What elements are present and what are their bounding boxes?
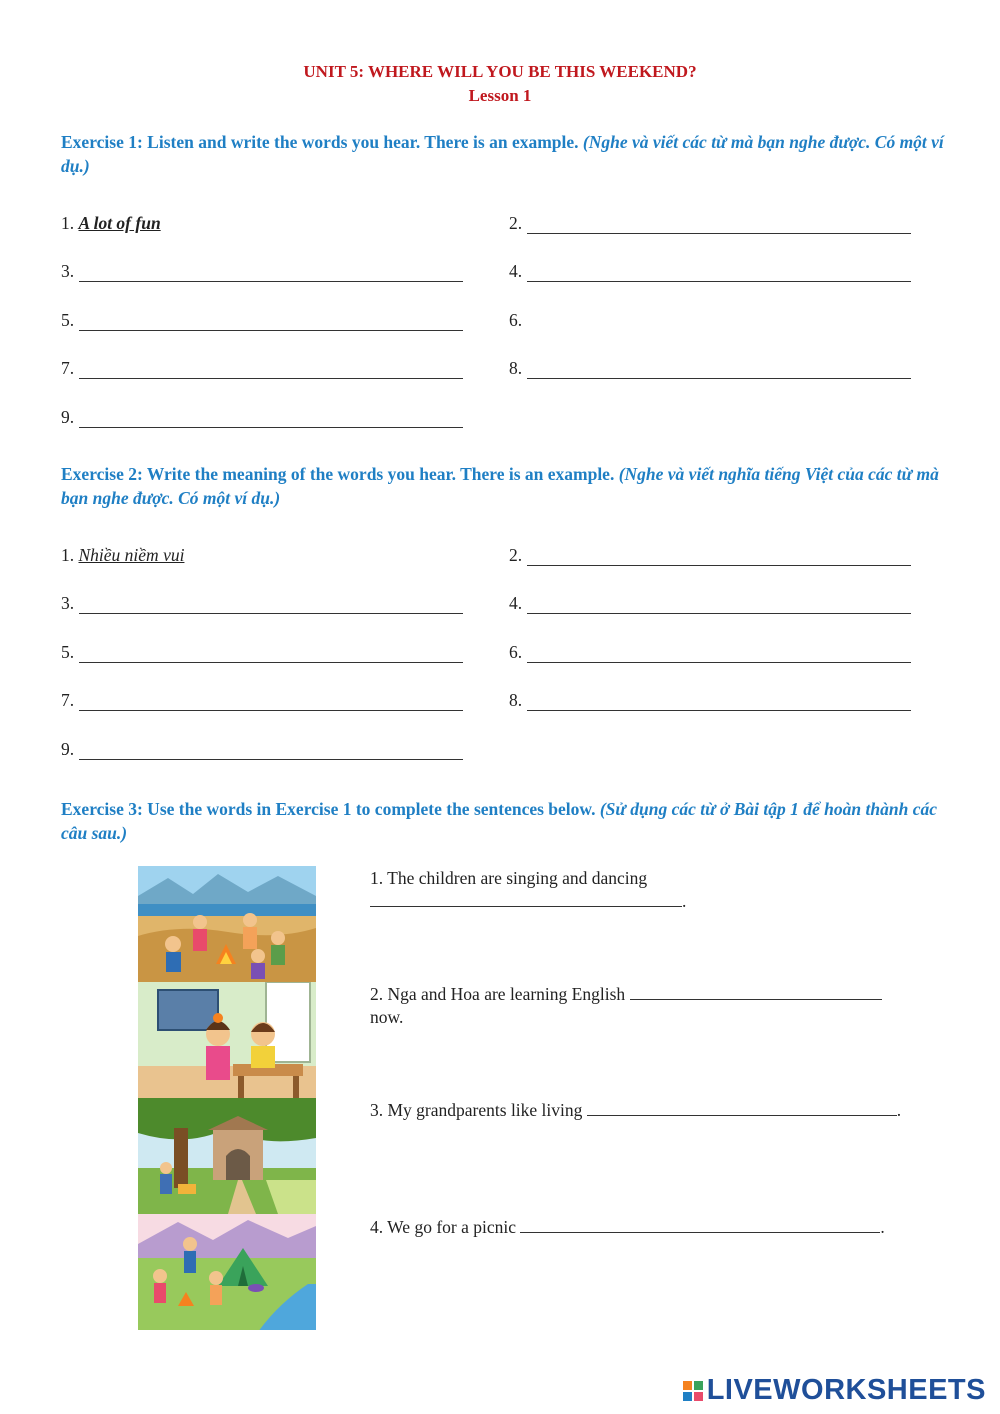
answer-blank[interactable] bbox=[527, 215, 911, 234]
classroom-study-illustration bbox=[138, 982, 316, 1098]
sentence-text: 2. Nga and Hoa are learning English bbox=[370, 984, 626, 1004]
sentence-end: . bbox=[880, 1217, 885, 1237]
ex2-item-7 bbox=[61, 689, 463, 711]
exercise3-heading bbox=[61, 797, 951, 845]
ex2-item-9 bbox=[61, 738, 463, 760]
answer-blank[interactable] bbox=[527, 547, 911, 566]
answer-blank[interactable] bbox=[527, 595, 911, 614]
ex2-item-8 bbox=[509, 689, 911, 711]
item-number: 2. bbox=[509, 213, 527, 233]
campfire-beach-illustration bbox=[138, 866, 316, 982]
ex1-item-2 bbox=[509, 212, 911, 234]
sentence-end: now. bbox=[370, 1007, 404, 1027]
answer-blank[interactable] bbox=[520, 1216, 880, 1233]
answer-blank[interactable] bbox=[79, 595, 463, 614]
ex3-sentence-2 bbox=[370, 983, 950, 1029]
ex2-item-4 bbox=[509, 592, 911, 614]
item-number: 8. bbox=[509, 690, 527, 710]
lesson-subtitle: Lesson 1 bbox=[468, 86, 532, 105]
sentence-text: 4. We go for a picnic bbox=[370, 1217, 516, 1237]
item-number: 4. bbox=[509, 261, 527, 281]
ex2-item-3 bbox=[61, 592, 463, 614]
exercise2-heading-en: Exercise 2: Write the meaning of the words you hear. There is an example. bbox=[61, 464, 615, 484]
exercise1-heading-en: Exercise 1: Listen and write the words you hear. There is an example. bbox=[61, 132, 579, 152]
answer-blank[interactable] bbox=[587, 1099, 897, 1116]
sentence-end: . bbox=[682, 891, 687, 911]
item-number: 6. bbox=[509, 310, 523, 330]
ex1-item-4 bbox=[509, 260, 911, 282]
item-number: 6. bbox=[509, 642, 527, 662]
answer-blank[interactable] bbox=[79, 409, 463, 428]
ex2-item-5 bbox=[61, 641, 463, 663]
ex1-item-7 bbox=[61, 357, 463, 379]
example-answer: A lot of fun bbox=[78, 213, 161, 233]
page-title: UNIT 5: WHERE WILL YOU BE THIS WEEKEND? bbox=[303, 62, 697, 81]
exercise1-heading bbox=[61, 130, 951, 178]
ex2-item-1 bbox=[61, 544, 184, 566]
item-number: 4. bbox=[509, 593, 527, 613]
exercise1-heading-vi: (Nghe và viết các từ mà bạn nghe được. Có một ví dụ.) bbox=[61, 132, 944, 176]
answer-blank[interactable] bbox=[79, 360, 463, 379]
item-number: 7. bbox=[61, 690, 79, 710]
exercise2-heading bbox=[61, 462, 951, 510]
answer-blank[interactable] bbox=[79, 263, 463, 282]
ex2-item-2 bbox=[509, 544, 911, 566]
ex3-sentence-4 bbox=[370, 1216, 950, 1239]
picnic-camping-illustration bbox=[138, 1214, 316, 1330]
ex2-item-6 bbox=[509, 641, 911, 663]
answer-blank[interactable] bbox=[527, 263, 911, 282]
liveworksheets-logo bbox=[683, 1374, 986, 1407]
answer-blank[interactable] bbox=[79, 312, 463, 331]
item-number: 9. bbox=[61, 407, 79, 427]
item-number: 3. bbox=[61, 261, 79, 281]
ex1-item-5 bbox=[61, 309, 463, 331]
item-number: 1. bbox=[61, 213, 79, 233]
exercise3-heading-vi: (Sử dụng các từ ở Bài tập 1 để hoàn thành các câu sau.) bbox=[61, 799, 937, 843]
item-number: 7. bbox=[61, 358, 79, 378]
ex3-sentence-3 bbox=[370, 1099, 950, 1122]
exercise3-heading-en: Exercise 3: Use the words in Exercise 1 to complete the sentences below. bbox=[61, 799, 596, 819]
item-number: 9. bbox=[61, 739, 79, 759]
exercise2-heading-vi: (Nghe và viết nghĩa tiếng Việt của các từ mà bạn nghe được. Có một ví dụ.) bbox=[61, 464, 939, 508]
item-number: 8. bbox=[509, 358, 527, 378]
ex1-item-3 bbox=[61, 260, 463, 282]
logo-mark-icon bbox=[683, 1381, 703, 1401]
sentence-text: 1. The children are singing and dancing bbox=[370, 868, 648, 888]
sentence-text: 3. My grandparents like living bbox=[370, 1100, 583, 1120]
answer-blank[interactable] bbox=[527, 644, 911, 663]
item-number: 5. bbox=[61, 310, 79, 330]
sentence-end: . bbox=[896, 1100, 902, 1120]
answer-blank[interactable] bbox=[370, 890, 682, 907]
answer-blank[interactable] bbox=[527, 360, 911, 379]
answer-blank[interactable] bbox=[79, 692, 463, 711]
answer-blank[interactable] bbox=[630, 983, 882, 1000]
ex1-item-6 bbox=[509, 309, 522, 331]
ex1-item-8 bbox=[509, 357, 911, 379]
ex1-item-1 bbox=[61, 212, 161, 234]
ex3-sentence-1 bbox=[370, 867, 950, 913]
item-number: 3. bbox=[61, 593, 79, 613]
answer-blank[interactable] bbox=[527, 692, 911, 711]
item-number: 1. bbox=[61, 545, 79, 565]
village-countryside-illustration bbox=[138, 1098, 316, 1214]
answer-blank[interactable] bbox=[79, 741, 463, 760]
item-number: 5. bbox=[61, 642, 79, 662]
ex1-item-9 bbox=[61, 406, 463, 428]
item-number: 2. bbox=[509, 545, 527, 565]
answer-blank[interactable] bbox=[79, 644, 463, 663]
example-answer: Nhiều niềm vui bbox=[78, 545, 185, 565]
logo-text: LIVEWORKSHEETS bbox=[706, 1374, 986, 1406]
